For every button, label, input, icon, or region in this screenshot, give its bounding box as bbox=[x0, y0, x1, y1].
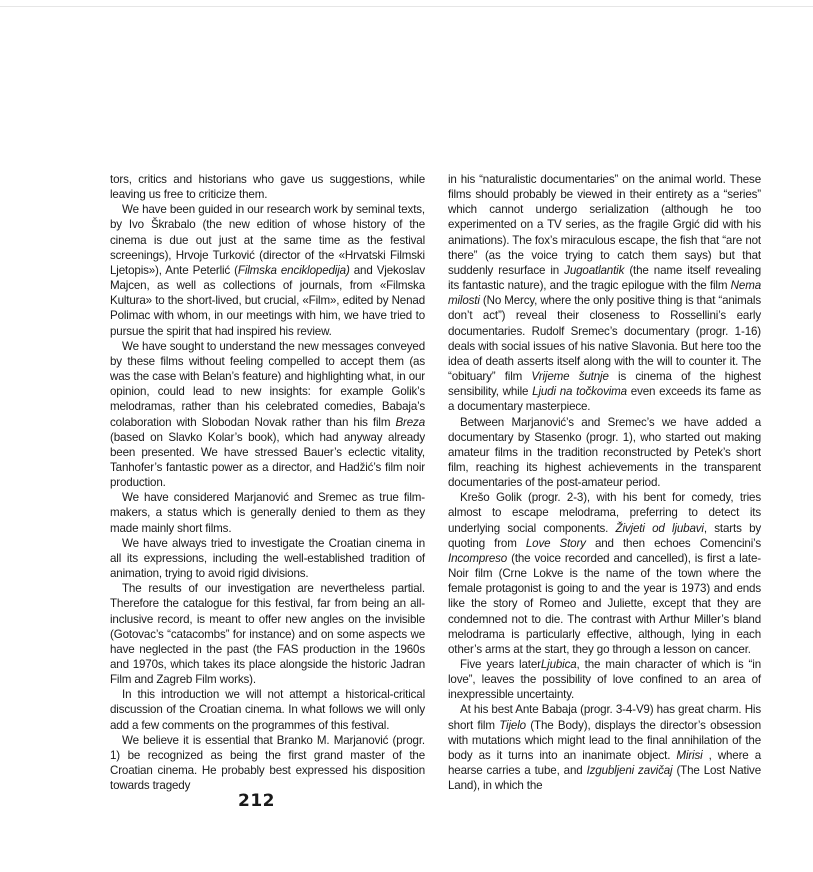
italic-title: Ljudi na točkovima bbox=[532, 385, 627, 399]
italic-title: Ljubica bbox=[540, 658, 577, 671]
italic-title: Nema milosti bbox=[448, 279, 761, 308]
top-rule bbox=[0, 6, 813, 7]
italic-title: Tijelo bbox=[499, 718, 526, 732]
italic-title: Vrijeme šutnje bbox=[531, 370, 609, 384]
italic-title: Izgubljeni zavičaj bbox=[586, 764, 673, 778]
paragraph: tors, critics and historians who gave us suggestions, while leaving us free to criticize them. bbox=[110, 173, 425, 202]
paragraph: Krešo Golik (progr. 2-3), with his bent for comedy, tries almost to escape melodrama, preferring to detect its underlying social components. Živjeti od ljubavi, starts by quoting from Love Story and then echoes Comencini’s Incompreso (the voice recorded and cancelled), is first a late-Noir film (Crne Lokve is the name of the town where the female protagonist is going to and the year is 1973) and ends like the story of Romeo and Juliette, except that they are condemned not to die. The contrast with Arthur Miller’s bland melodrama is particularly effective, although, lying in each other’s arms at the start, they go through a lesson on cancer. bbox=[448, 491, 762, 656]
italic-title: Breza bbox=[395, 415, 425, 429]
paragraph: We have always tried to investigate the Croatian cinema in all its expressions, including the well-established tradition of animation, trying to avoid rigid divisions. bbox=[110, 536, 425, 581]
paragraph: The results of our investigation are nevertheless partial. Therefore the catalogue for this festival, far from being an all-inclusive record, is meant to offer new angles on the invisible (Gotovac’s “catacombs” for instance) and on some aspects we have neglected in the past (the FAS production in the 1960s and 1970s, which takes its place alongside the historic Jadran Film and Zagreb Film works). bbox=[110, 582, 425, 687]
paragraph: We have considered Marjanović and Sremec as true film-makers, a status which is generally denied to them as they made mainly short films. bbox=[110, 491, 425, 535]
paragraph: in his “naturalistic documentaries” on the animal world. These films should probably be viewed in their entirety as a “series” which cannot undergo serialization (although he too experimented on a TV series, as the fragile Grgić did with his animations). The fox’s miraculous escape, the fish that “are not there” (as the voice trying to catch them says) but that suddenly resurface in Jugoatlantik (the name itself revealing its fantastic nature), and the tragic epilogue with the film Nema milosti (No Mercy, where the only positive thing is that “animals don’t act”) reveal their closeness to Rossellini’s early documentaries. Rudolf Sremec’s documentary (progr. 1-16) deals with social issues of his native Slavonia. But here too the idea of death asserts itself along with the will to counter it. The “obituary” film Vrijeme šutnje is cinema of the highest sensibility, while Ljudi na točkovima even exceeds its fame as a documentary masterpiece. bbox=[448, 173, 762, 414]
left-column bbox=[110, 172, 425, 793]
paragraph: In this introduction we will not attempt a historical-critical discussion of the Croatian cinema. In what follows we will only add a few comments on the programmes of this festival. bbox=[110, 688, 425, 732]
italic-title: Incompreso bbox=[448, 551, 508, 565]
paragraph: We have been guided in our research work by seminal texts, by Ivo Škrabalo (the new edition of whose history of the cinema is due out just at the same time as the festival screenings), Hrvoje Turković (director of the «Hrvatski Filmski Ljetopis»), Ante Peterlić (Filmska enciklopedija) and Vjekoslav Majcen, as well as collections of journals, from «Filmska Kultura» to the short-lived, but crucial, «Film», edited by Nenad Polimac with whom, in our meetings with him, we have tried to pursue the spirit that had inspired his review. bbox=[110, 203, 425, 338]
right-column bbox=[448, 172, 761, 793]
italic-title: Živjeti od ljubavi bbox=[615, 521, 704, 535]
italic-title: Love Story bbox=[525, 536, 586, 550]
italic-title: Mirisi bbox=[676, 748, 703, 762]
italic-title: Filmska enciklopedija) bbox=[237, 263, 350, 277]
paragraph: We believe it is essential that Branko M. Marjanović (progr. 1) be recognized as being the first grand master of the Croatian cinema. He probably best expressed his disposition towards tragedy bbox=[110, 733, 425, 793]
paragraph: Between Marjanović’s and Sremec’s we have added a documentary by Stasenko (progr. 1), who started out making amateur films in the tradition reconstructed by Petek’s short film, reaching its highest achievements in the transparent documentaries of the post-amateur period. bbox=[448, 415, 761, 490]
paragraph: At his best Ante Babaja (progr. 3-4-V9) has great charm. His short film Tijelo (The Body), displays the director’s obsession with mutations which might lead to the final annihilation of the body as it turns into an inanimate object. Mirisi , where a hearse carries a tube, and Izgubljeni zavičaj (The Lost Native Land), in which the bbox=[448, 703, 761, 793]
paragraph: Five years laterLjubica, the main character of which is “in love”, leaves the possibility of love confined to an area of inexpressible uncertainty. bbox=[448, 658, 761, 702]
italic-title: Jugoatlantik bbox=[564, 263, 625, 277]
paragraph: We have sought to understand the new messages conveyed by these films without feeling compelled to accept them (as was the case with Belan’s feature) and highlighting what, in our opinion, could lead to new insights: for example Golik’s melodramas, rather than his celebrated comedies, Babaja’s colaboration with Slobodan Novak rather than his film Breza (based on Slavko Kolar’s book), which had anyway already been presented. We have stressed Bauer’s eclectic vitality, Tanhofer’s fantastic power as a director, and Hadžić’s film noir production. bbox=[110, 339, 425, 490]
page-number: 212 bbox=[238, 791, 275, 811]
